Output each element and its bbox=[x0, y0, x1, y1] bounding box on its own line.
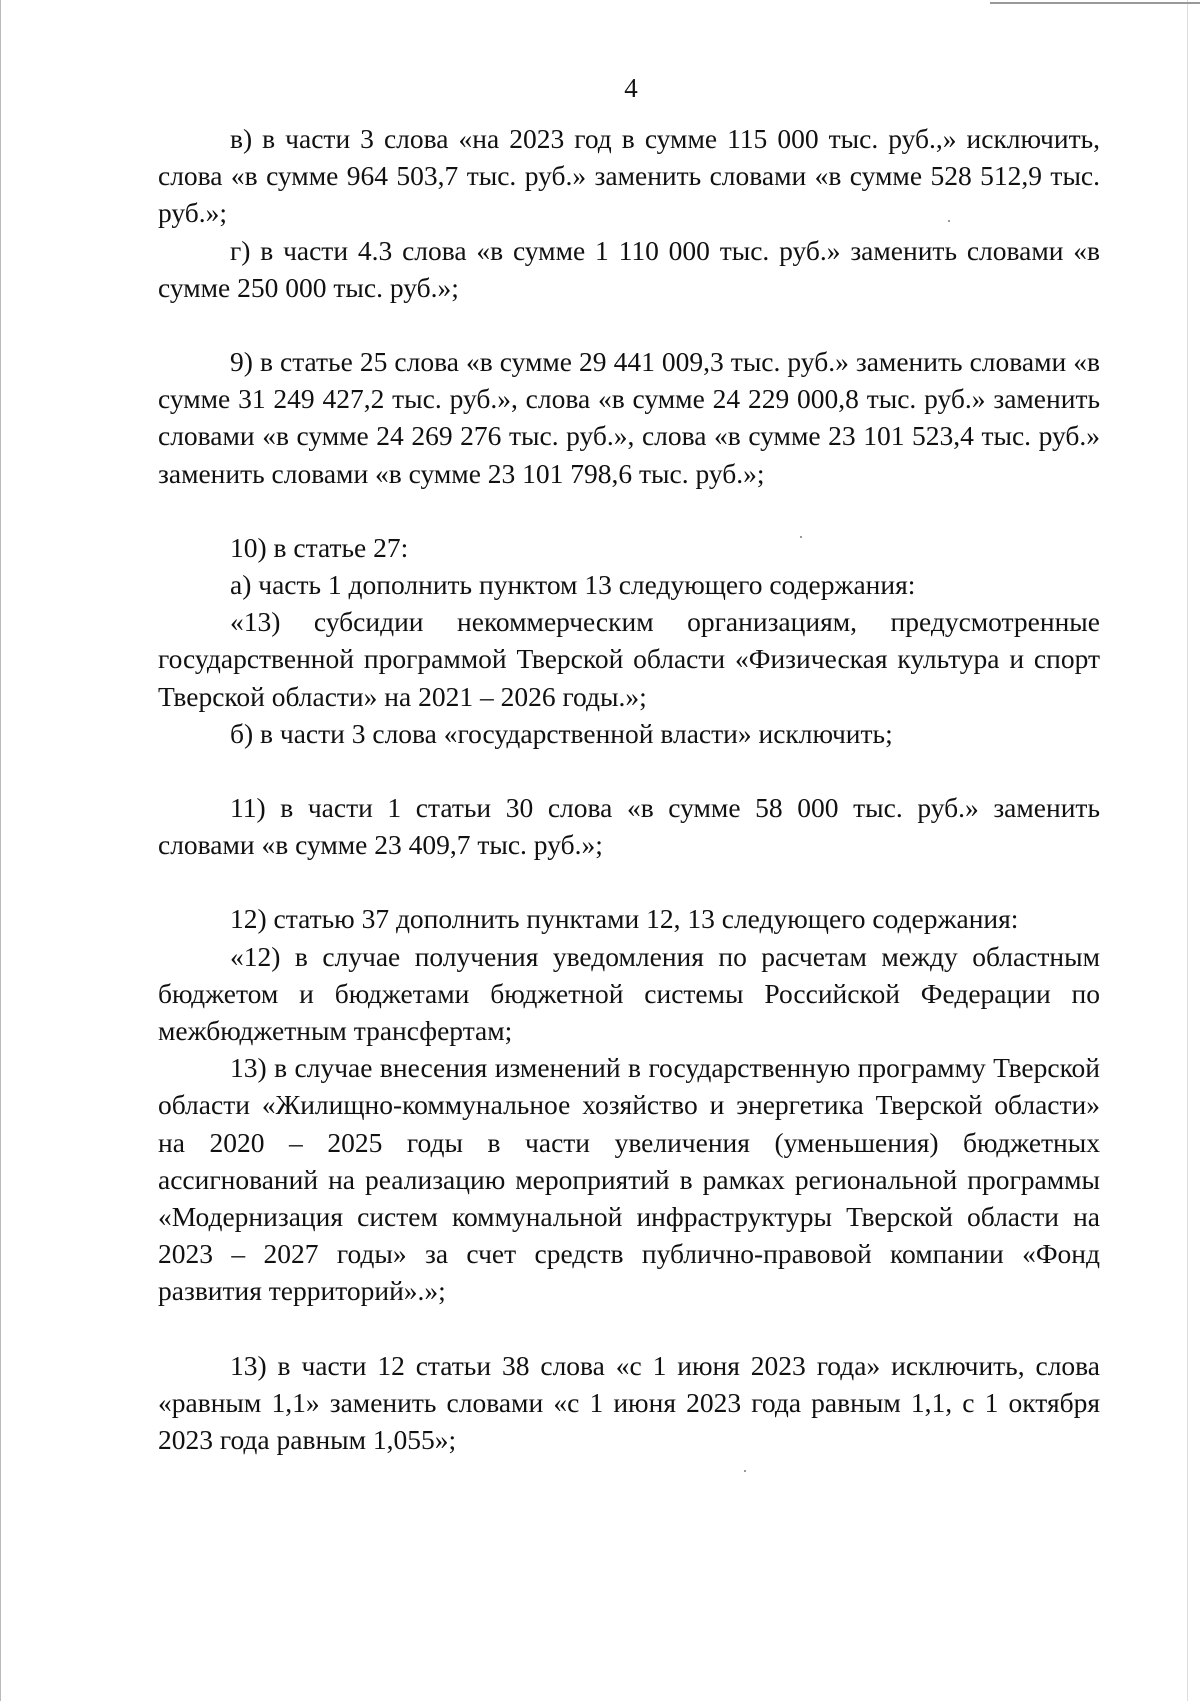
paragraph-13: 13) в части 12 статьи 38 слова «с 1 июня 2023 года» исключить, слова «равным 1,1» заменить словами «с 1 июня 2023 года равным 1,1, с 1 октября 2023 года равным 1,055»; bbox=[158, 1349, 1100, 1456]
paragraph-11: 11) в части 1 статьи 30 слова «в сумме 58 000 тыс. руб.» заменить словами «в сумме 23 409,7 тыс. руб.»; bbox=[158, 792, 1100, 861]
page-number: 4 bbox=[624, 73, 638, 103]
paragraph-10-b: б) в части 3 слова «государственной власти» исключить; bbox=[230, 717, 893, 749]
paragraph-10-a: а) часть 1 дополнить пунктом 13 следующего содержания: bbox=[230, 569, 916, 601]
scan-edge-top bbox=[990, 2, 1200, 4]
scan-edge-right bbox=[1187, 0, 1188, 1701]
paragraph-10: 10) в статье 27: bbox=[230, 531, 409, 563]
scan-speck bbox=[800, 536, 802, 538]
paragraph-12-item-12: «12) в случае получения уведомления по расчетам между областным бюджетом и бюджетами бюджетной системы Российской Федерации по межбюджетным трансфертам; bbox=[158, 940, 1100, 1047]
paragraph-v: в) в части 3 слова «на 2023 год в сумме 115 000 тыс. руб.,» исключить, слова «в сумме 964 503,7 тыс. руб.» заменить словами «в сумме 528 512,9 тыс. руб.»; bbox=[158, 123, 1100, 229]
scan-speck bbox=[744, 1470, 746, 1472]
paragraph-9: 9) в статье 25 слова «в сумме 29 441 009,3 тыс. руб.» заменить словами «в сумме 31 249 427,2 тыс. руб.», слова «в сумме 24 229 000,8 тыс. руб.» заменить словами «в сумме 24 269 276 тыс. руб.», слова «в сумме 23 101 523,4 тыс. руб.» заменить словами «в сумме 23 101 798,6 тыс. руб.»; bbox=[158, 346, 1100, 489]
paragraph-10-item-13: «13) субсидии некоммерческим организациям, предусмотренные государственной программой Тверской области «Физическая культура и спорт Тверской области» на 2021 – 2026 годы.»; bbox=[158, 606, 1100, 712]
paragraph-g: г) в части 4.3 слова «в сумме 1 110 000 тыс. руб.» заменить словами «в сумме 250 000 тыс. руб.»; bbox=[158, 234, 1100, 303]
document-body bbox=[158, 120, 1100, 1458]
paragraph-12-item-13: 13) в случае внесения изменений в государственную программу Тверской области «Жилищно-коммунальное хозяйство и энергетика Тверской области» на 2020 – 2025 годы в части увеличения (уменьшения) бюджетных ассигнований на реализацию мероприятий в рамках региональной программы «Модернизация систем коммунальной инфраструктуры Тверской области на 2023 – 2027 годы» за счет средств публично-правовой компании «Фонд развития территорий».»; bbox=[158, 1052, 1100, 1307]
paragraph-12: 12) статью 37 дополнить пунктами 12, 13 следующего содержания: bbox=[230, 903, 1019, 935]
scan-speck bbox=[948, 220, 950, 222]
scan-edge-left bbox=[0, 0, 1, 1701]
